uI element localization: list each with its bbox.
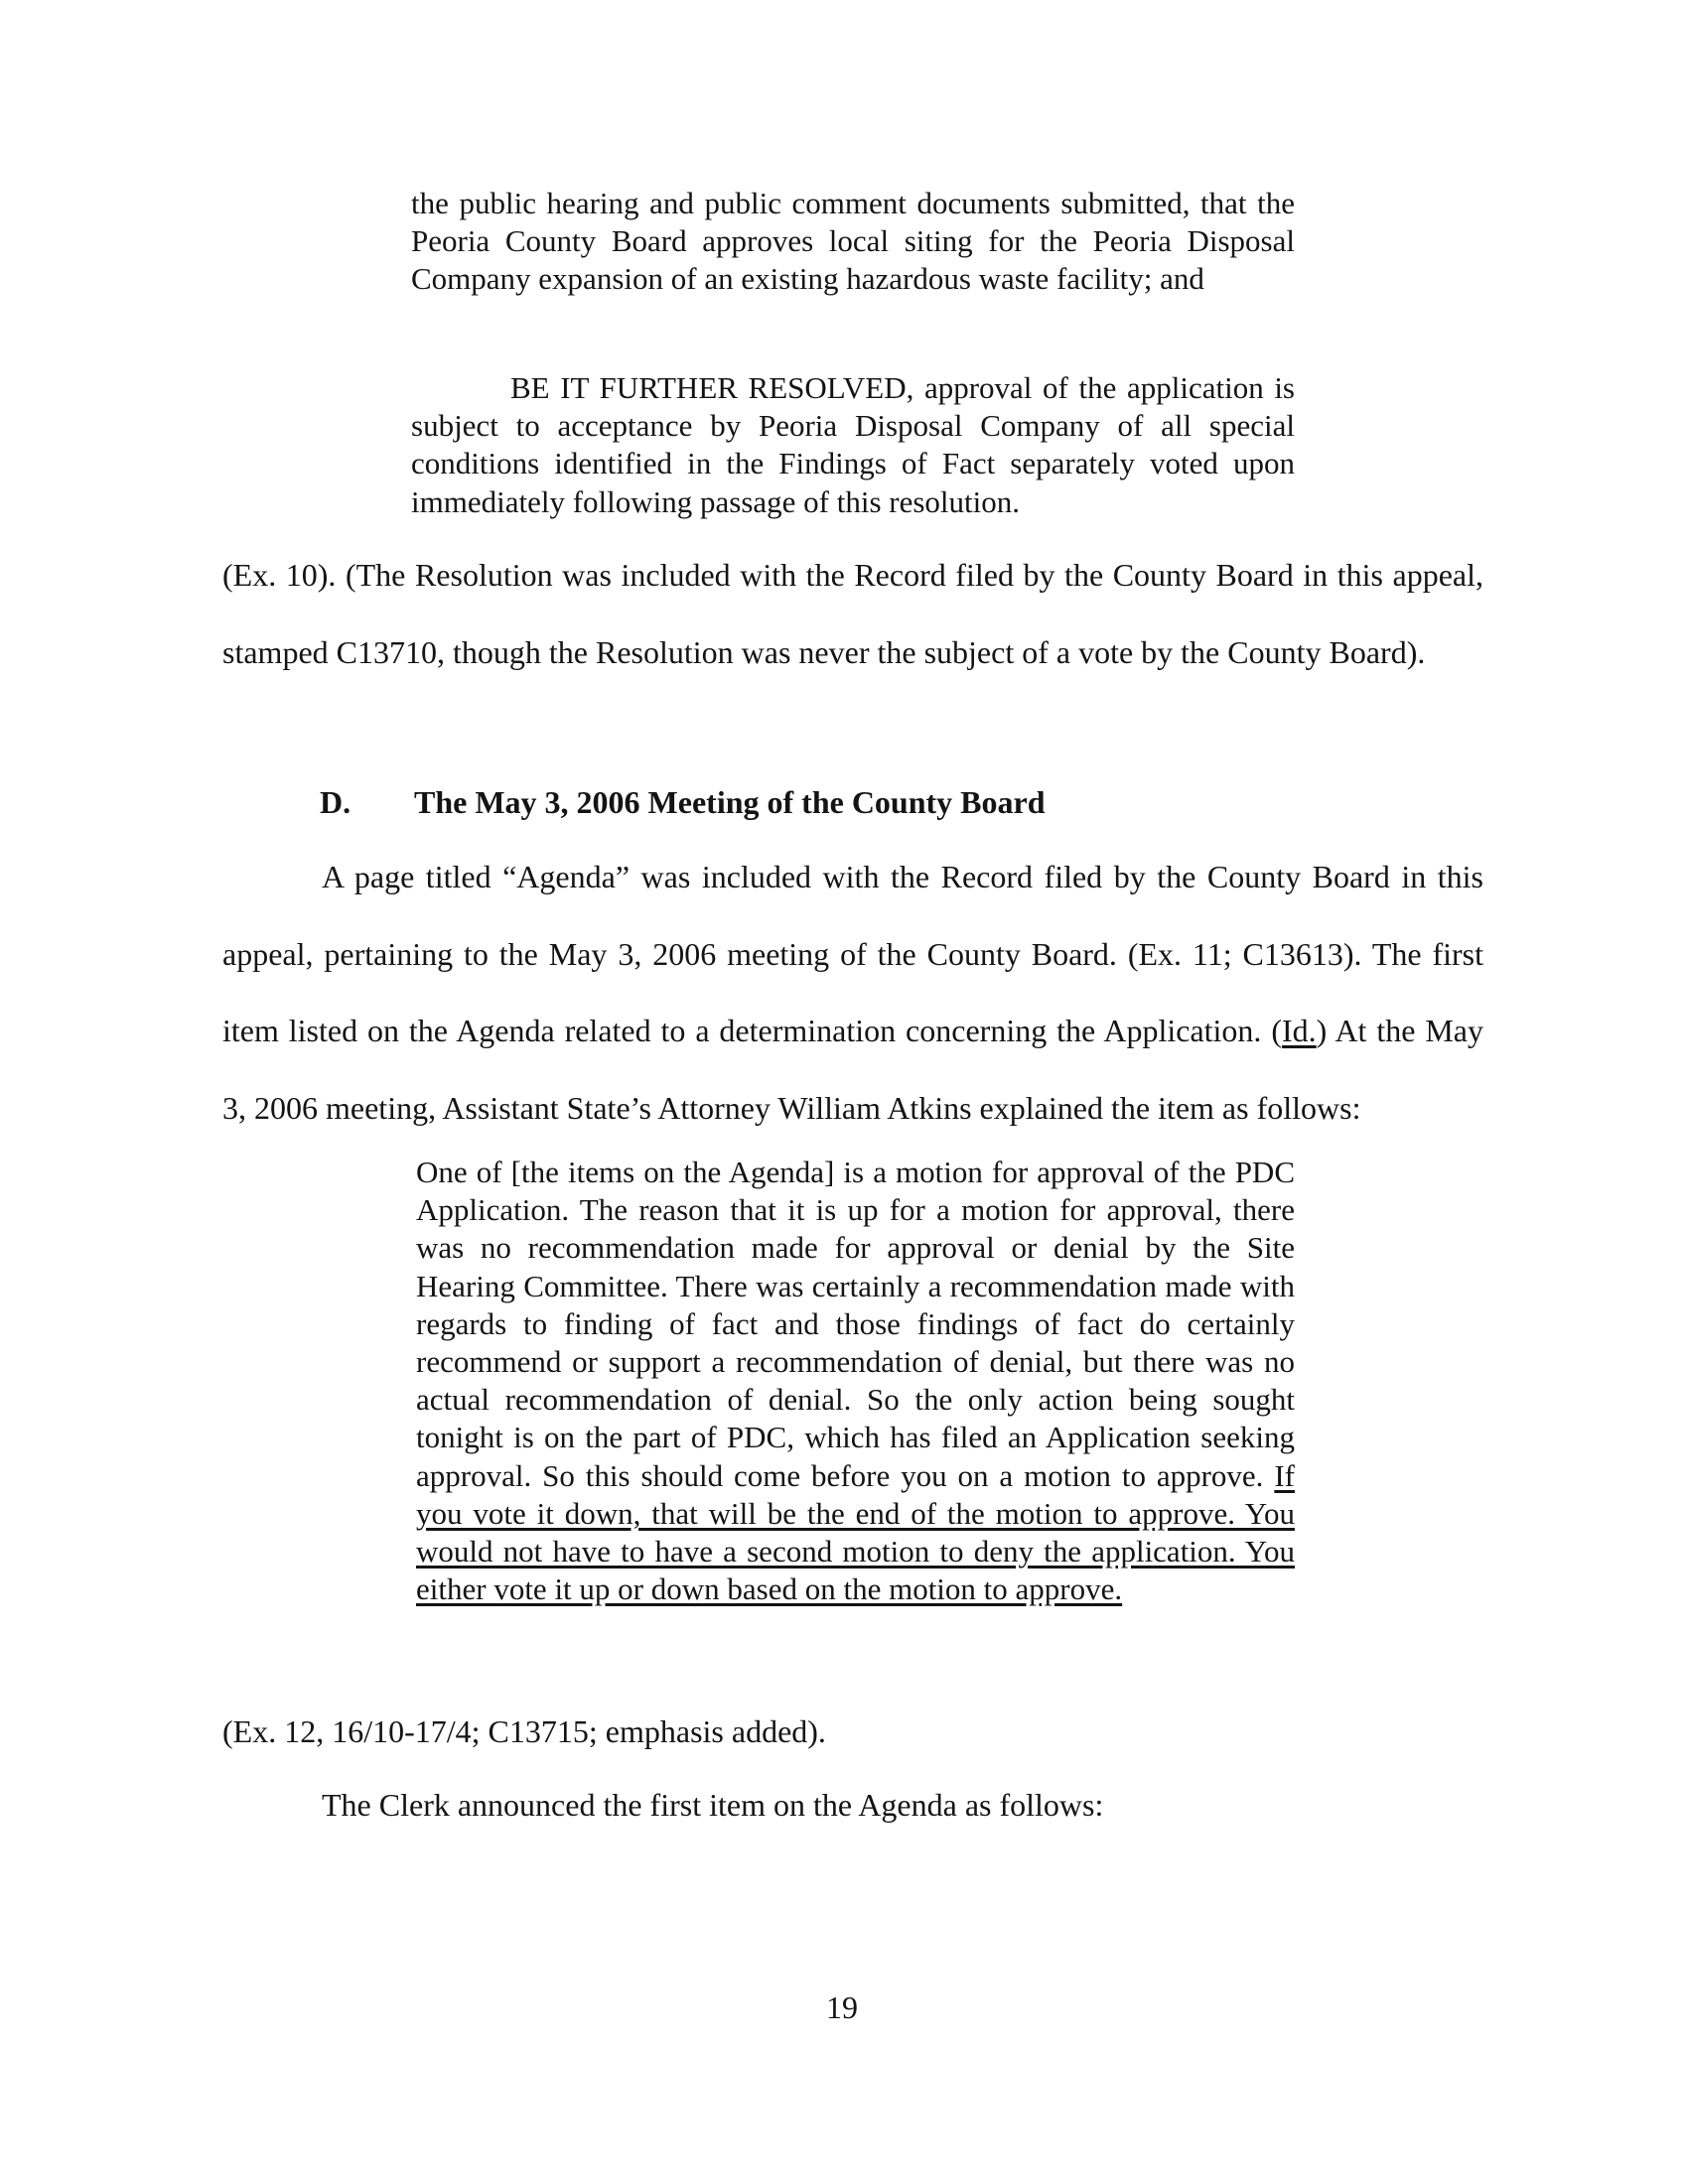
- closing-line-text: The Clerk announced the first item on the Agenda as follows:: [322, 1787, 1104, 1823]
- id-citation: Id.: [1282, 1013, 1317, 1048]
- agenda-paragraph-text-continued: ) At the May 3, 2006 meeting, Assistant State’s Attorney William Atkins explained the item as follows:: [222, 1013, 1484, 1126]
- page-number: [792, 1987, 892, 2027]
- resolution-quote-text: the public hearing and public comment documents submitted, that the Peoria County Board approves local siting for the Peoria Disposal Company expansion of an existing hazardous waste facility; and: [411, 186, 1295, 297]
- atkins-quote-text: One of [the items on the Agenda] is a motion for approval of the PDC Application. The reason that it is up for a motion for approval, there was no recommendation made for approval or denial by the Site Hearing Committee. There was certainly a recommendation made with regards to finding of fact and those findings of fact do certainly recommend or support a recommendation of denial, but there was no actual recommendation of denial. So the only action being sought tonight is on the part of PDC, which has filed an Application seeking approval. So this should come before you on a motion to approve.: [416, 1155, 1295, 1493]
- page-number-text: 19: [826, 1989, 858, 2025]
- citation-text: (Ex. 12, 16/10-17/4; C13715; emphasis added).: [222, 1713, 826, 1749]
- exhibit-12-citation: [222, 1711, 1414, 1751]
- atkins-quote: [416, 1154, 1295, 1608]
- resolution-quote-text: BE IT FURTHER RESOLVED, approval of the application is subject to acceptance by Peoria Disposal Company of all special conditions identified in the Findings of Fact separately voted upon immediately following passage of this resolution.: [411, 370, 1295, 519]
- resolution-quote-paragraph-1: [411, 185, 1295, 299]
- closing-line: [322, 1785, 1414, 1825]
- section-title: The May 3, 2006 Meeting of the County Board: [414, 784, 1046, 820]
- section-letter: D.: [320, 784, 351, 820]
- exhibit-10-citation: [222, 537, 1483, 691]
- resolution-quote-paragraph-2: [411, 369, 1295, 521]
- agenda-paragraph-text: A page titled “Agenda” was included with the Record filed by the County Board in this appeal, pertaining to the May 3, 2006 meeting of the County Board. (Ex. 11; C13613). The first item listed on the Agenda related to a determination concerning the Application. (: [222, 859, 1483, 1048]
- citation-text: (Ex. 10). (The Resolution was included with the Record filed by the County Board in this appeal, stamped C13710, though the Resolution was never the subject of a vote by the County Board).: [222, 557, 1483, 670]
- section-heading: [320, 782, 1412, 822]
- agenda-paragraph: [222, 839, 1483, 1147]
- atkins-quote-emphasis: If you vote it down, that will be the end of the motion to approve. You would not have to have a second motion to deny the application. You either vote it up or down based on the motion to approve.: [416, 1457, 1295, 1607]
